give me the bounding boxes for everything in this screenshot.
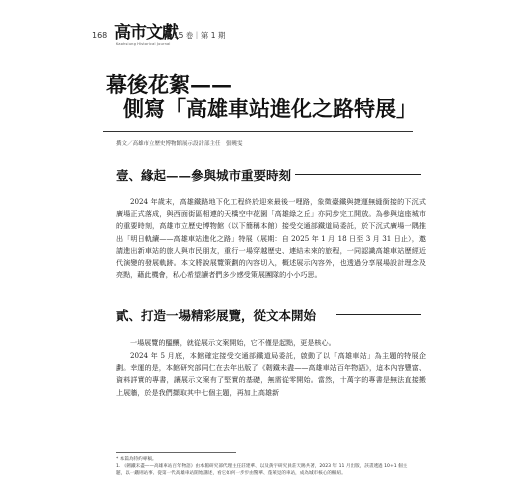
section-heading-2-rule — [336, 314, 421, 315]
footnote-star: * 本篇為特約專稿。 — [116, 457, 157, 462]
section-2-paragraph-2: 2024 年 5 月底，本館確定接受交通部鐵道局委託，啟動了以「高雄車站」為主題的特展企劃。幸運的是，本館研究部同仁在去年出版了《韌鐵未盡——高雄車站百年物語》，這本內容豐富、資料詳實的專書，讓展示文案有了堅實的基礎，無需從零開始。當然，十萬字的專書是無法直接搬上展牆，於是我們擷取其中七個主題，再加上高雄新 — [116, 351, 426, 397]
issue-label: 第 15 卷｜第 1 期 — [164, 31, 226, 40]
section-2-paragraph-1: 一場展覽的醞釀，就從展示文案開始，它不僅是起點，更是核心。 — [130, 338, 336, 347]
article-title-line-1: 幕後花絮—— — [106, 72, 232, 97]
section-heading-1: 壹、緣起——參與城市重要時刻 — [116, 168, 292, 183]
footnote-divider — [116, 452, 236, 453]
article-title-line-2: 側寫「高雄車站進化之路特展」 — [123, 96, 417, 121]
footnote-1: 1. 《韌鐵未盡——高雄車站百年物語》由本館研究部代理主任莊建華、以及黃宇研究員莊天賜共著，2023 年 11 月出版，該書透過 10+1 個主題，以一鐵則站事、從第一代高雄車站開始講述，看它如何一步步由驚華、蓬萊見的車站，成為城市核心的樞紐。 — [116, 464, 408, 476]
author-byline: 撰文／高雄市立歷史博物館展示設計部主任 張曉雯 — [116, 141, 243, 147]
page-number: 168 — [92, 31, 108, 40]
running-header — [0, 22, 520, 50]
journal-logo: 高市文獻 — [114, 23, 178, 43]
section-heading-2: 貳、打造一場精彩展覽，從文本開始 — [116, 308, 317, 323]
section-1-paragraph-1: 2024 年歲末，高雄鐵路地下化工程終於迎來最後一哩路，象徵臺鐵與捷運無縫銜接的下沉式廣場正式落成，與西面街區相連的天橋空中花園「高雄綠之丘」亦同步完工開放。為參與這座城市的重要時刻，高雄市立歷史博物館（以下簡稱本館）接受交通部鐵道局委託，於下沉式廣場一隅推出「明日軌續——高雄車站進化之路」特展（展期：自 2025 年 1 月 18 日至 3 月 31 日止），邀請進出新車站的旅人與市民朋友，重行一場穿越歷史、連結未來的旅程，一同認識高雄車站歷經近代演變的發展軌跡。本文將說展覽策劃的內容切入，概述展示內容外，也透過分享展場設計理念及亮點，藉此機會，私心希望讀者們多少感受策展團隊的小小巧思。 — [116, 197, 426, 280]
journal-logo-subtitle: Kaohsiung Historical Journal — [116, 42, 171, 46]
title-divider — [103, 131, 413, 132]
footnotes — [116, 456, 416, 477]
section-heading-1-rule — [295, 174, 421, 175]
